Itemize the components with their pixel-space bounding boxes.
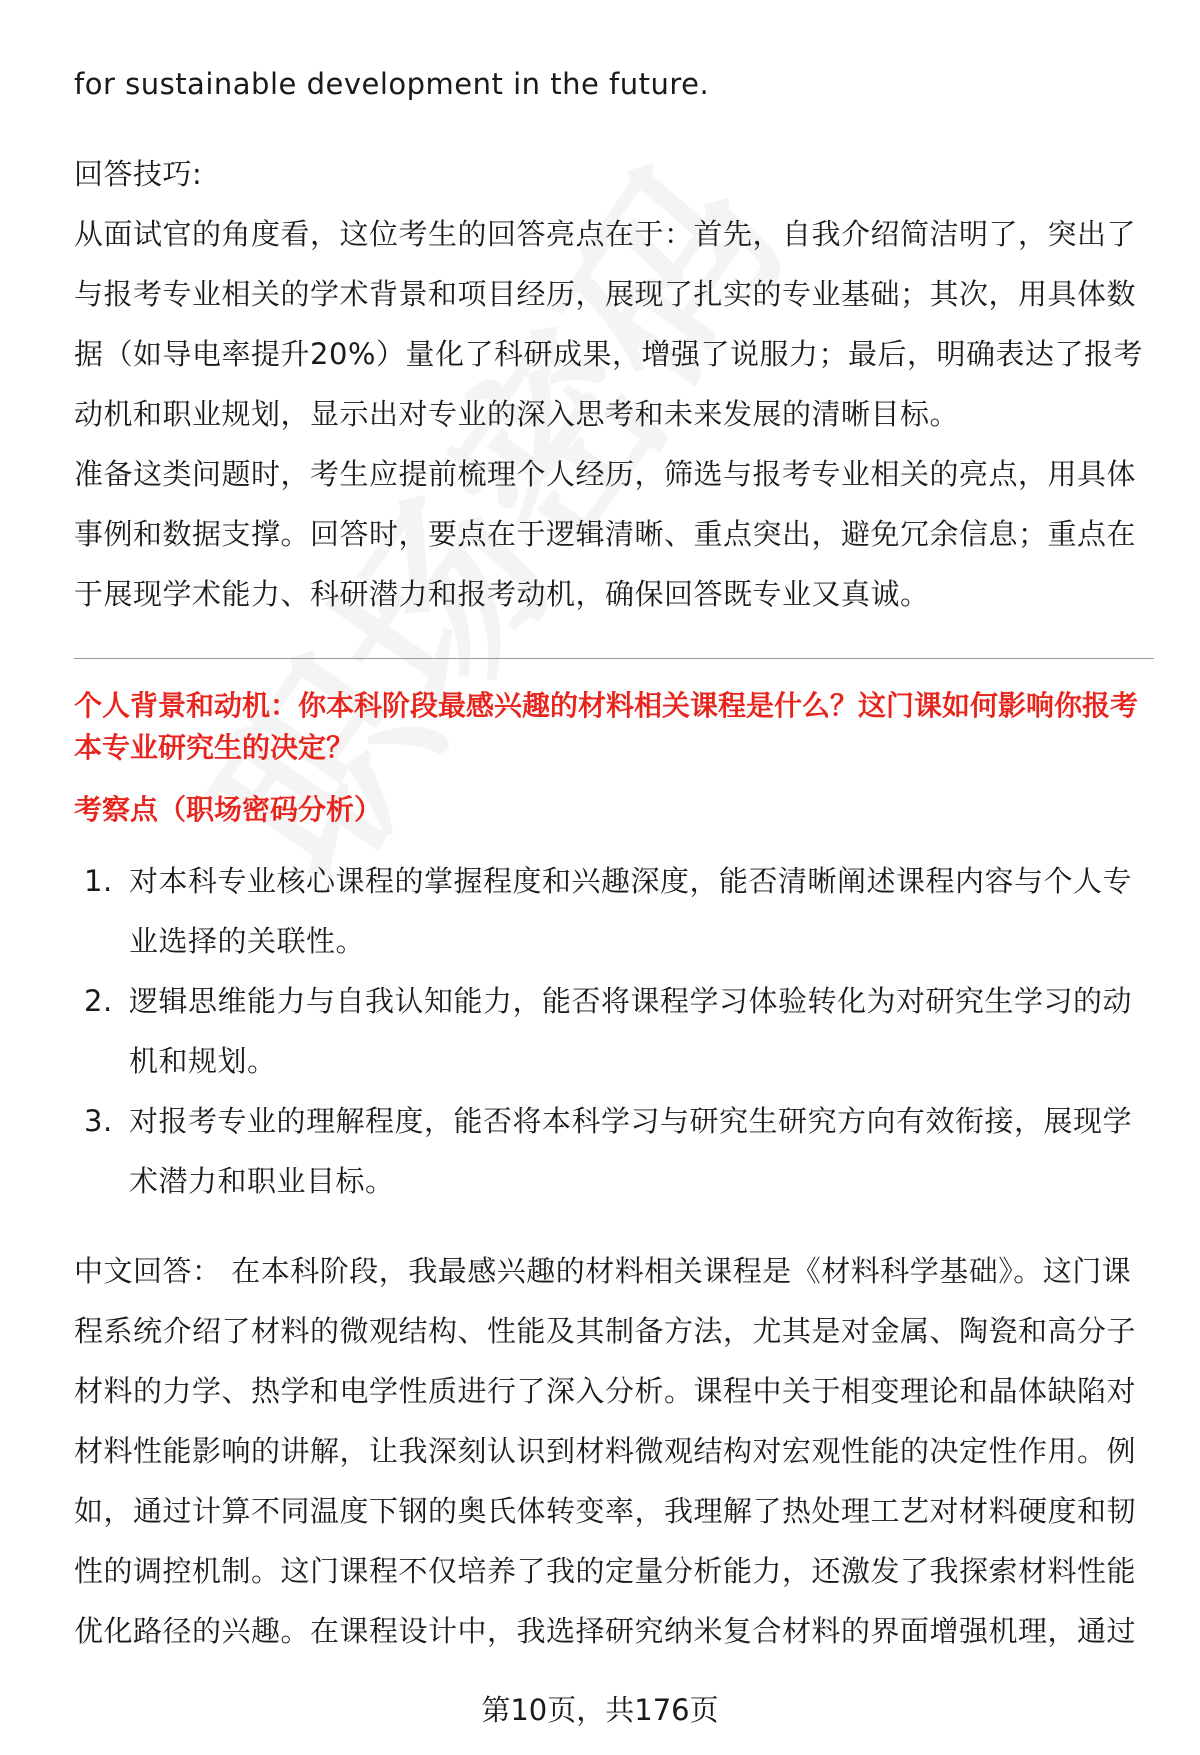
question-title: 个人背景和动机：你本科阶段最感兴趣的材料相关课程是什么？这门课如何影响你报考本专业研究生的决定？	[74, 689, 1139, 764]
list-item	[74, 1091, 1154, 1211]
tips-paragraph-1: 从面试官的角度看，这位考生的回答亮点在于：首先，自我介绍简洁明了，突出了与报考专业相关的学术背景和项目经历，展现了扎实的专业基础；其次，用具体数据（如导电率提升20%）量化了科研成果，增强了说服力；最后，明确表达了报考动机和职业规划，显示出对专业的深入思考和未来发展的清晰目标。	[74, 217, 1143, 431]
focus-list	[74, 851, 1154, 1211]
list-item	[74, 851, 1154, 971]
page-number-footer: 第10页，共176页	[481, 1693, 719, 1727]
list-item-text: 对报考专业的理解程度，能否将本科学习与研究生研究方向有效衔接，展现学术潜力和职业目标。	[129, 1104, 1133, 1198]
list-number: 1.	[84, 864, 113, 898]
tips-label: 回答技巧:	[74, 157, 203, 191]
focus-title: 考察点（职场密码分析）	[74, 793, 383, 826]
list-item	[74, 971, 1154, 1091]
answer-chinese: 中文回答： 在本科阶段，我最感兴趣的材料相关课程是《材料科学基础》。这门课程系统介绍了材料的微观结构、性能及其制备方法，尤其是对金属、陶瓷和高分子材料的力学、热学和电学性质进行了深入分析。课程中关于相变理论和晶体缺陷对材料性能影响的讲解，让我深刻认识到材料微观结构对宏观性能的决定性作用。例如，通过计算不同温度下钢的奥氏体转变率，我理解了热处理工艺对材料硬度和韧性的调控机制。这门课程不仅培养了我的定量分析能力，还激发了我探索材料性能优化路径的兴趣。在课程设计中，我选择研究纳米复合材料的界面增强机理，通过	[74, 1254, 1137, 1648]
document-page	[74, 54, 1154, 1661]
english-tail-text: for sustainable development in the future.	[74, 67, 710, 101]
list-item-text: 对本科专业核心课程的掌握程度和兴趣深度，能否清晰阐述课程内容与个人专业选择的关联性。	[129, 864, 1133, 958]
list-number: 3.	[84, 1104, 113, 1138]
tips-paragraph-2: 准备这类问题时，考生应提前梳理个人经历，筛选与报考专业相关的亮点，用具体事例和数据支撑。回答时，要点在于逻辑清晰、重点突出，避免冗余信息；重点在于展现学术能力、科研潜力和报考动机，确保回答既专业又真诚。	[74, 457, 1137, 611]
list-number: 2.	[84, 984, 113, 1018]
list-item-text: 逻辑思维能力与自我认知能力，能否将课程学习体验转化为对研究生学习的动机和规划。	[129, 984, 1133, 1078]
section-divider	[74, 658, 1154, 659]
